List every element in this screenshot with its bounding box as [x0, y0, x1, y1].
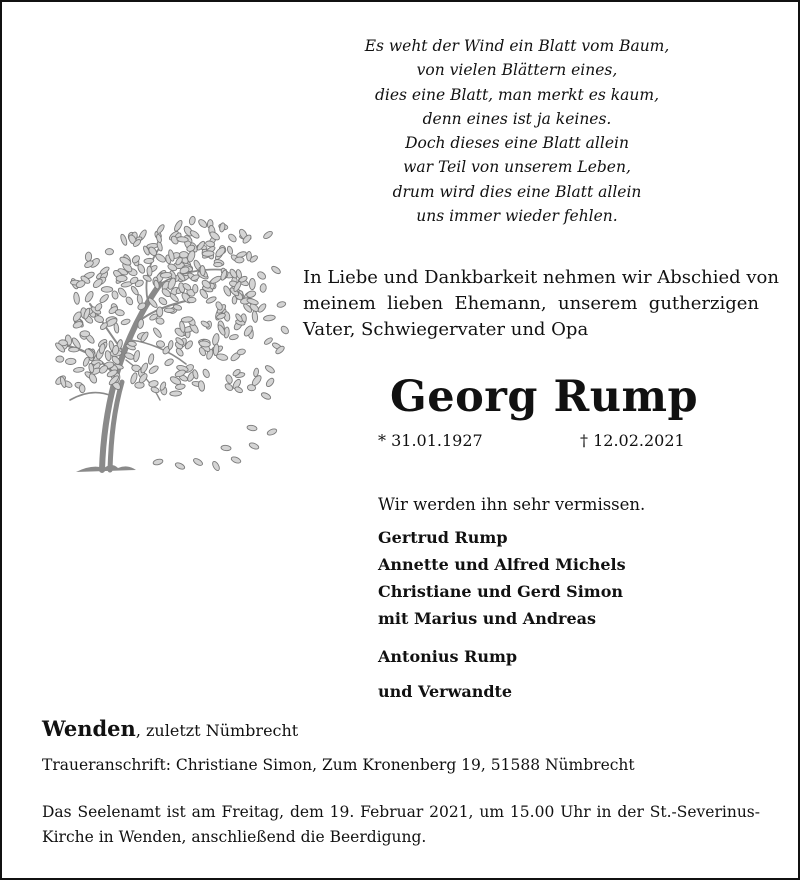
leaf	[160, 272, 172, 278]
falling-leaf	[230, 456, 241, 465]
leaf	[105, 249, 113, 255]
death-date: † 12.02.2021	[580, 431, 685, 450]
residence-last: , zuletzt Nümbrecht	[135, 721, 299, 740]
leaf	[115, 309, 125, 317]
leaf	[198, 380, 206, 391]
falling-leaf	[248, 442, 259, 451]
falling-leaf	[270, 265, 281, 275]
mourner-name: mit Marius und Andreas	[378, 609, 597, 628]
poem-line: Es weht der Wind ein Blatt vom Baum,	[364, 37, 670, 55]
leaf	[229, 334, 239, 341]
leaf	[173, 219, 184, 232]
mourning-address: Traueranschrift: Christiane Simon, Zum Kronenberg 19, 51588 Nümbrecht	[42, 756, 635, 774]
funeral-info	[42, 800, 760, 850]
leaf	[140, 362, 149, 374]
falling-leaf	[247, 424, 258, 431]
leaf	[237, 348, 247, 356]
leaf	[247, 384, 256, 391]
leaf	[202, 368, 211, 378]
falling-leaf	[152, 458, 163, 466]
leaf	[197, 218, 208, 229]
residence-city: Wenden	[42, 716, 136, 741]
mourner-name: Annette und Alfred Michels	[378, 555, 626, 574]
leaf	[167, 340, 173, 350]
leaf	[65, 358, 76, 365]
mourner-name: Antonius Rump	[378, 647, 518, 666]
windblown-tree-icon	[40, 200, 290, 480]
leaf	[227, 233, 238, 243]
leaf	[256, 270, 267, 280]
falling-leaf	[192, 457, 203, 467]
leaf	[164, 358, 175, 367]
leaf	[111, 290, 119, 299]
leaf	[158, 296, 168, 306]
leaf	[156, 224, 166, 235]
leaf	[79, 384, 85, 393]
leaf	[225, 374, 234, 384]
tree-roots	[76, 465, 136, 472]
mourner-relatives: und Verwandte	[378, 682, 513, 701]
intro-line: meinem lieben Ehemann, unserem gutherzigen	[303, 293, 759, 314]
leaf	[260, 283, 267, 292]
leaf	[152, 327, 163, 339]
falling-leaf	[221, 445, 231, 451]
mourner-group-family	[378, 524, 626, 632]
residence	[42, 715, 298, 745]
falling-leaf	[266, 428, 277, 437]
falling-leaf	[174, 461, 185, 470]
tree-leaves	[54, 216, 290, 472]
leaf	[214, 262, 223, 267]
leaf	[80, 331, 90, 337]
funeral-line: Das Seelenamt ist am Freitag, dem 19. Februar 2021, um 15.00 Uhr in der St.-Severinus-	[42, 803, 760, 821]
leaf	[235, 257, 244, 263]
leaf	[144, 258, 154, 264]
leaf	[263, 315, 275, 322]
falling-leaf	[211, 460, 221, 471]
poem	[332, 34, 702, 228]
leaf	[147, 266, 153, 276]
leaf	[234, 386, 243, 394]
mourner-name: Christiane und Gerd Simon	[378, 582, 624, 601]
deceased-name: Georg Rump	[390, 372, 699, 422]
intro-text	[303, 265, 779, 343]
leaf	[84, 290, 95, 303]
leaf	[264, 364, 276, 374]
leaf	[116, 275, 127, 281]
leaf	[133, 350, 141, 362]
funeral-line: Kirche in Wenden, anschließend die Beerdigung.	[42, 828, 427, 846]
leaf	[99, 293, 110, 304]
leaf	[69, 347, 79, 352]
leaf	[148, 353, 155, 364]
leaf	[73, 367, 84, 373]
leaf	[101, 287, 112, 293]
leaf	[85, 252, 92, 262]
leaf	[249, 278, 255, 289]
leaf	[226, 246, 233, 255]
intro-line: In Liebe und Dankbarkeit nehmen wir Abschied von	[303, 267, 779, 288]
poem-line: uns immer wieder fehlen.	[416, 207, 618, 226]
leaf	[200, 265, 206, 276]
leaf	[150, 386, 160, 394]
poem-line: Doch dieses eine Blatt allein	[405, 134, 629, 153]
poem-line: denn eines ist ja keines.	[422, 109, 612, 128]
leaf	[175, 347, 185, 357]
leaf	[246, 297, 259, 305]
mourning-message: Wir werden ihn sehr vermissen.	[378, 495, 646, 514]
leaf	[246, 290, 257, 299]
leaf	[276, 301, 286, 308]
leaf	[188, 216, 196, 226]
leaf	[265, 377, 275, 388]
leaf	[280, 325, 290, 335]
poem-line: dies eine Blatt, man merkt es kaum,	[374, 85, 660, 104]
leaf	[125, 296, 134, 306]
leaf	[56, 356, 64, 362]
poem-line: von vielen Blättern eines,	[416, 61, 618, 80]
leaf	[224, 382, 234, 391]
mourner-name: Gertrud Rump	[378, 528, 508, 547]
leaf	[210, 275, 223, 285]
leaf	[73, 292, 80, 305]
leaf	[120, 234, 128, 247]
leaf	[164, 308, 174, 313]
leaf	[148, 364, 160, 374]
leaf	[187, 297, 196, 303]
leaf	[202, 251, 214, 257]
leaf	[252, 311, 258, 323]
poem-line: drum wird dies eine Blatt allein	[392, 182, 642, 201]
intro-line: Vater, Schwiegervater und Opa	[303, 319, 589, 340]
falling-leaf	[262, 230, 273, 240]
tree-branch	[70, 393, 112, 400]
leaf	[192, 284, 198, 293]
leaf	[120, 318, 130, 326]
birth-date: * 31.01.1927	[378, 431, 483, 450]
falling-leaf	[260, 391, 271, 400]
leaf	[170, 391, 182, 397]
poem-line: war Teil von unserem Leben,	[403, 158, 631, 177]
